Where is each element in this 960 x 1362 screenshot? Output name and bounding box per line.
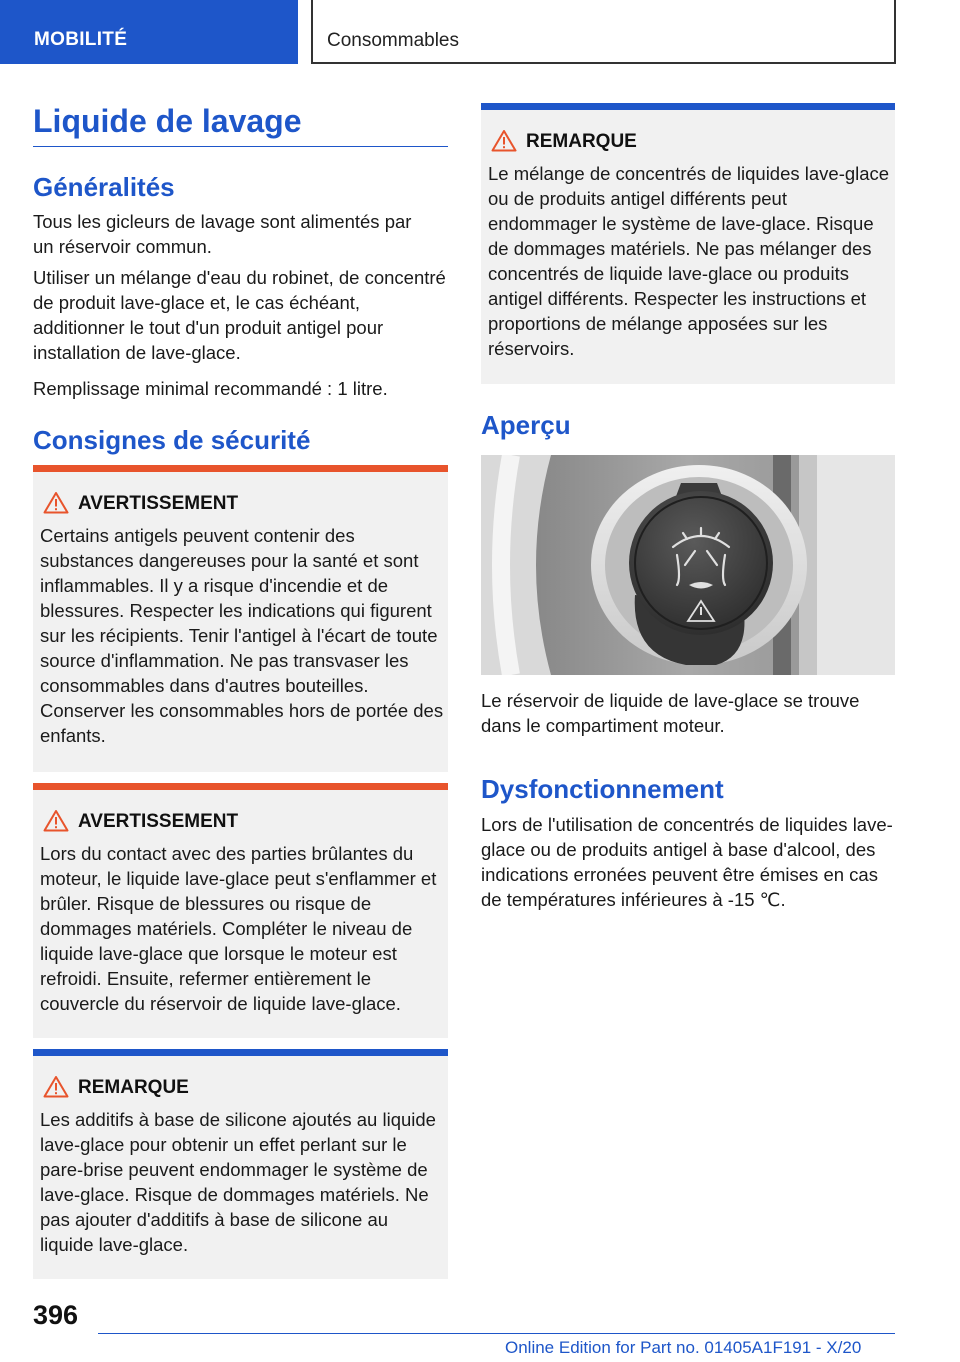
section-tab <box>0 0 298 64</box>
warning-triangle-icon <box>491 129 517 152</box>
warning-box-flammable <box>33 465 448 772</box>
warning-bar <box>33 783 448 790</box>
footer-rule <box>98 1333 895 1334</box>
note-text: Le mélange de concentrés de liquides lave-glace ou de produits antigel différents peut endommager le système de lave-glace. Risque de dommages matériels. Ne pas mélanger des concentrés de liquide lave-glace ou produits antigel différents. Respecter les instructions et proportions de mélange apposées sur les réservoirs. <box>488 163 890 359</box>
general-paragraph-2: Utiliser un mélange d'eau du robinet, de concentré de produit lave-glace et, le cas échéant, additionner le tout d'un produit antigel pour installation de lave-glace. <box>33 267 446 363</box>
warning-triangle-icon <box>43 1075 69 1098</box>
heading-general: Généralités <box>33 172 175 202</box>
warning-triangle-icon <box>43 491 69 514</box>
heading-malfunction: Dysfonctionnement <box>481 774 724 804</box>
title-rule <box>33 146 448 147</box>
malfunction-text: Lors de l'utilisation de concentrés de liquides lave-glace ou de produits antigel à base d'alcool, des indications erronées peuvent être émises en cas de températures inférieures à ‑15 ℃. <box>481 814 893 910</box>
note-text: Les additifs à base de silicone ajoutés au liquide lave-glace pour obtenir un effet perlant sur le pare-brise peuvent endommager le système de lave-glace. Risque de dommages matériels. Ne pas ajouter d'additifs à base de silicone au liquide lave-glace. <box>40 1109 436 1255</box>
note-bar <box>481 103 895 110</box>
warning-text: Certains antigels peuvent contenir des substances dangereuses pour la santé et sont inflammables. Il y a risque d'incendie et de blessures. Respecter les indications qui figurent sur les récipients. Tenir l'antigel à l'écart de toute source d'inflammation. Ne pas transvaser les consommables dans d'autres bouteilles. Conserver les consommables hors de portée des enfants. <box>40 525 444 746</box>
warning-label: AVERTISSEMENT <box>78 493 239 514</box>
topic-label: Consommables <box>327 30 459 51</box>
general-paragraph-1: Tous les gicleurs de lavage sont alimentés par un réservoir commun. <box>33 211 412 257</box>
note-box-silicone <box>33 1049 448 1279</box>
overview-caption: Le réservoir de liquide de lave-glace se trouve dans le compartiment moteur. <box>481 690 860 736</box>
general-paragraph-3: Remplissage minimal recommandé : 1 litre. <box>33 378 388 399</box>
note-box-mixing <box>481 103 895 384</box>
warning-bar <box>33 465 448 472</box>
warning-text: Lors du contact avec des parties brûlantes du moteur, le liquide lave-glace peut s'enflammer et brûler. Risque de blessures ou risque de dommages matériels. Compléter le niveau de liquide lave-glace que lorsque le moteur est refroidi. Ensuite, refermer entièrement le couvercle du réservoir de liquide lave-glace. <box>40 843 437 1014</box>
heading-safety: Consignes de sécurité <box>33 425 311 455</box>
section-label: MOBILITÉ <box>34 29 128 50</box>
warning-label: AVERTISSEMENT <box>78 811 239 832</box>
page-number: 396 <box>33 1300 79 1330</box>
note-label: REMARQUE <box>78 1077 189 1098</box>
reservoir-cap-illustration <box>481 455 895 675</box>
heading-overview: Aperçu <box>481 410 571 440</box>
page-title: Liquide de lavage <box>33 103 302 139</box>
reservoir-cap-photo <box>481 455 895 675</box>
note-bar <box>33 1049 448 1056</box>
warning-box-hot-parts <box>33 783 448 1038</box>
footer-edition: Online Edition for Part no. 01405A1F191 - X/20 <box>505 1338 862 1357</box>
warning-triangle-icon <box>43 809 69 832</box>
note-label: REMARQUE <box>526 131 637 152</box>
topic-header <box>311 0 896 64</box>
